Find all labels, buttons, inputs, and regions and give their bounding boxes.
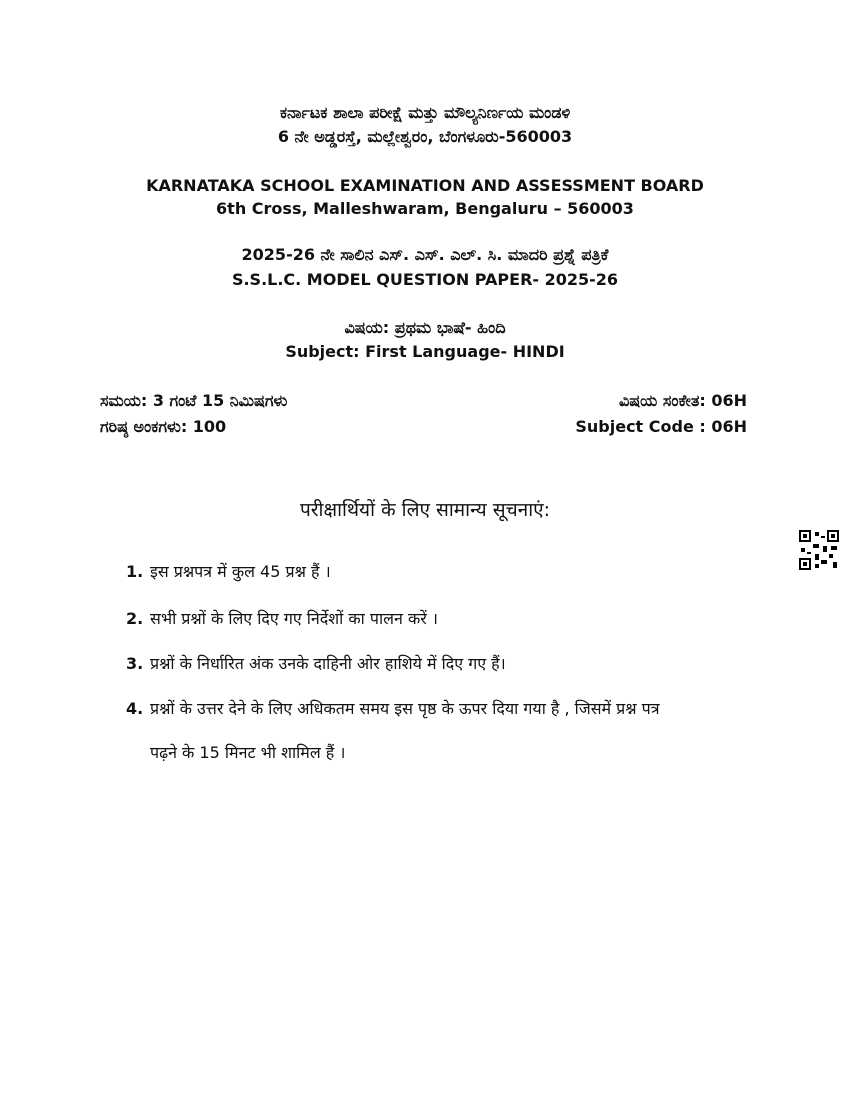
instruction-number: 2. [126, 609, 144, 628]
maximum-marks: ಗರಿಷ್ಠ ಅಂಕಗಳು: 100 [100, 417, 227, 436]
instruction-item [126, 560, 766, 582]
instruction-text: सभी प्रश्नों के लिए दिए गए निर्देशों का पालन करें । [150, 609, 438, 628]
kannada-address: 6 ನೇ ಅಡ್ಡರಸ್ತೆ, ಮಲ್ಲೇಶ್ವರಂ, ಬೆಂಗಳೂರು-560003 [277, 127, 573, 146]
instruction-item [126, 652, 766, 674]
instruction-text: इस प्रश्नपत्र में कुल 45 प्रश्न हैं । [150, 562, 331, 581]
instruction-text: प्रश्नों के निर्धारित अंक उनके दाहिनी ओर हाशिये में दिए गए हैं। [150, 654, 506, 673]
kannada-board-name: ಕರ್ನಾಟಕ ಶಾಲಾ ಪರೀಕ್ಷೆ ಮತ್ತು ಮೌಲ್ಯನಿರ್ಣಯ ಮಂಡಳಿ [279, 103, 571, 122]
subject-code-kannada: ವಿಷಯ ಸಂಕೇತ: 06H [618, 391, 747, 410]
instruction-number: 3. [126, 654, 144, 673]
instruction-item [126, 697, 766, 763]
subject-code-english: Subject Code : 06H [575, 417, 747, 436]
english-board-name: KARNATAKA SCHOOL EXAMINATION AND ASSESSMENT BOARD [146, 176, 704, 195]
instruction-item [126, 607, 766, 629]
qr-code-icon [799, 530, 839, 570]
instruction-number: 1. [126, 562, 144, 581]
instruction-continuation: पढ़ने के 15 मिनट भी शामिल हैं । [150, 743, 346, 762]
instruction-text: प्रश्नों के उत्तर देने के लिए अधिकतम समय इस पृष्ठ के ऊपर दिया गया है , जिसमें प्रश्न पत्र [150, 699, 660, 718]
english-subject: Subject: First Language- HINDI [285, 342, 565, 361]
exam-duration: ಸಮಯ: 3 ಗಂಟೆ 15 ನಿಮಿಷಗಳು [100, 391, 288, 410]
instruction-number: 4. [126, 699, 144, 718]
kannada-paper-title: 2025-26 ನೇ ಸಾಲಿನ ಎಸ್. ಎಸ್. ಎಲ್. ಸಿ. ಮಾದರಿ ಪ್ರಶ್ನೆ ಪತ್ರಿಕೆ [241, 245, 609, 264]
english-paper-title: S.S.L.C. MODEL QUESTION PAPER- 2025-26 [231, 270, 619, 289]
kannada-subject: ವಿಷಯ: ಪ್ರಥಮ ಭಾಷೆ- ಹಿಂದಿ [344, 318, 506, 337]
english-address: 6th Cross, Malleshwaram, Bengaluru – 560003 [216, 199, 634, 218]
instructions-title: परीक्षार्थियों के लिए सामान्य सूचनाएं: [299, 499, 551, 521]
